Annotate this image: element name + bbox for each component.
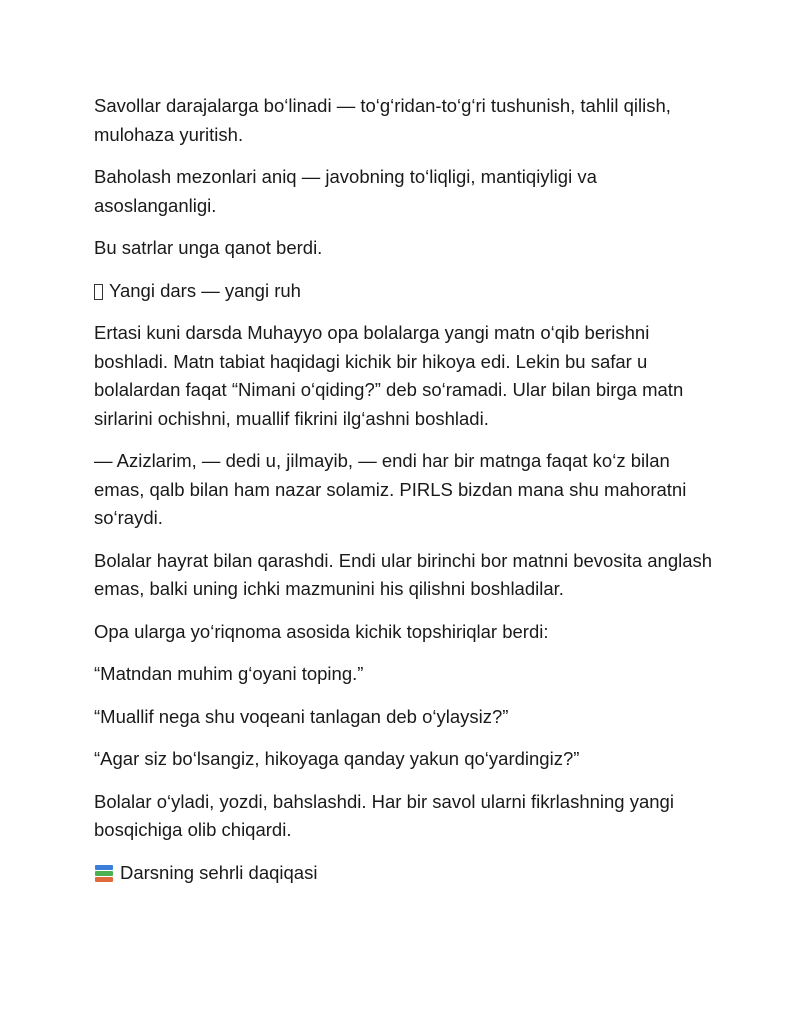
section-heading-yangi-dars bbox=[94, 277, 714, 306]
books-icon bbox=[94, 864, 114, 882]
paragraph: Savollar darajalarga bo‘linadi — to‘g‘ridan-to‘g‘ri tushunish, tahlil qilish, mulohaza yuritish. bbox=[94, 95, 671, 145]
quote-item: “Agar siz bo‘lsangiz, hikoyaga qanday yakun qo‘yardingiz?” bbox=[94, 748, 580, 769]
paragraph: Bolalar o‘yladi, yozdi, bahslashdi. Har bir savol ularni fikrlashning yangi bosqichiga olib chiqardi. bbox=[94, 790, 674, 840]
section-heading-text: Darsning sehrli daqiqasi bbox=[120, 861, 318, 883]
paragraph: Bolalar hayrat bilan qarashdi. Endi ular birinchi bor matnni bevosita anglash emas, balki uning ichki mazmunini his qilishni boshladilar. bbox=[94, 549, 713, 599]
section-heading-darsning-sehrli-daqiqasi bbox=[94, 859, 714, 888]
paragraph: Opa ularga yo‘riqnoma asosida kichik topshiriqlar berdi: bbox=[94, 620, 549, 642]
paragraph: Bu satrlar unga qanot berdi. bbox=[94, 237, 323, 258]
missing-glyph-icon bbox=[94, 284, 103, 300]
quote-item: “Matndan muhim g‘oyani toping.” bbox=[94, 663, 364, 684]
section-heading-text: Yangi dars — yangi ruh bbox=[109, 279, 301, 301]
document-page bbox=[94, 92, 714, 901]
paragraph: Ertasi kuni darsda Muhayyo opa bolalarga yangi matn o‘qib berishni boshladi. Matn tabiat haqidagi kichik bir hikoya edi. Lekin bu safar u bolalardan faqat “Nimani o‘qiding?” deb so‘ramadi. Ular bilan birga matn sirlarini ochishni, muallif fikrini ilg‘ashni boshladi. bbox=[94, 322, 684, 429]
paragraph: Baholash mezonlari aniq — javobning to‘liqligi, mantiqiyligi va asoslanganligi. bbox=[94, 166, 597, 216]
paragraph: — Azizlarim, — dedi u, jilmayib, — endi har bir matnga faqat ko‘z bilan emas, qalb bilan ham nazar solamiz. PIRLS bizdan mana shu mahoratni so‘raydi. bbox=[94, 450, 687, 528]
quote-item: “Muallif nega shu voqeani tanlagan deb o‘ylaysiz?” bbox=[94, 705, 509, 727]
